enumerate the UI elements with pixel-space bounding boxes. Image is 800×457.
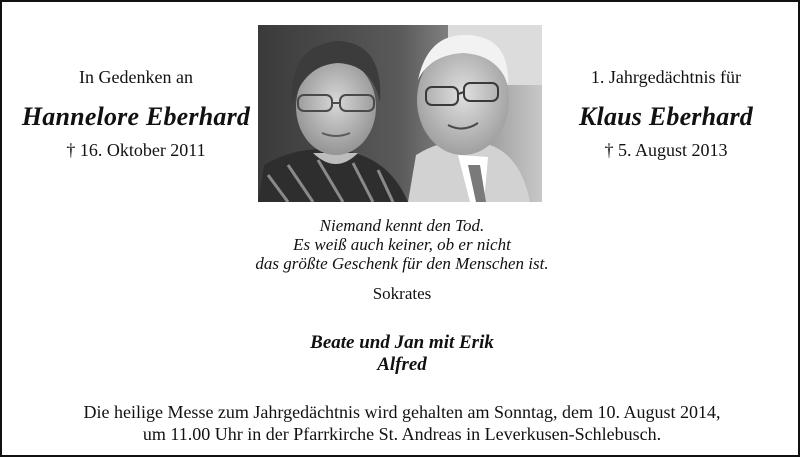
quote-line: Es weiß auch keiner, ob er nicht bbox=[293, 235, 511, 254]
couple-photo bbox=[258, 25, 542, 202]
quote-line: Niemand kennt den Tod. bbox=[319, 216, 485, 235]
mass-line: Die heilige Messe zum Jahrgedächtnis wird gehalten am Sonntag, dem 10. August 2014, bbox=[83, 402, 721, 422]
mourner-line: Beate und Jan mit Erik bbox=[310, 332, 494, 353]
left-memorial-column bbox=[16, 62, 256, 163]
right-memorial-column bbox=[548, 62, 784, 163]
right-name: Klaus Eberhard bbox=[578, 102, 754, 131]
left-intro: In Gedenken an bbox=[79, 67, 193, 87]
quote bbox=[152, 216, 652, 273]
left-death-date: † 16. Oktober 2011 bbox=[66, 140, 206, 160]
right-death-date: † 5. August 2013 bbox=[604, 140, 728, 160]
quote-author: Sokrates bbox=[372, 284, 432, 303]
mourners bbox=[152, 332, 652, 376]
mourner-line: Alfred bbox=[377, 354, 427, 375]
right-intro: 1. Jahrgedächtnis für bbox=[590, 67, 742, 87]
quote-line: das größte Geschenk für den Menschen ist. bbox=[255, 254, 549, 273]
mass-announcement bbox=[22, 401, 782, 445]
mass-line: um 11.00 Uhr in der Pfarrkirche St. Andreas in Leverkusen-Schlebusch. bbox=[142, 424, 662, 444]
left-name: Hannelore Eberhard bbox=[21, 102, 251, 131]
